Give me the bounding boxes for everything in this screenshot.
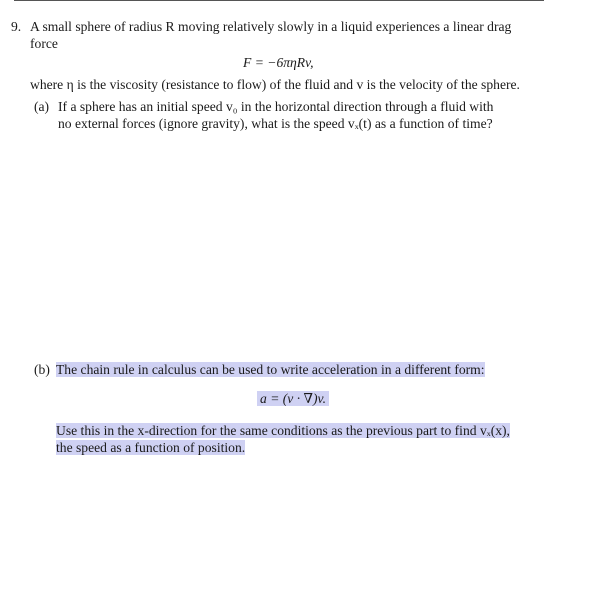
part-b-equation bbox=[257, 391, 329, 407]
problem-intro-line-1: A small sphere of radius R moving relatively slowly in a liquid experiences a linear drag bbox=[30, 19, 512, 34]
top-rule bbox=[14, 0, 544, 1]
part-b-line-2 bbox=[56, 423, 510, 439]
part-b-line-2-text: Use this in the x-direction for the same conditions as the previous part to find vₓ(x), bbox=[56, 423, 510, 438]
part-b-line-1 bbox=[56, 362, 485, 378]
chain-rule-equation: a = (v · ∇)v. bbox=[257, 391, 329, 406]
part-a-line-1: If a sphere has an initial speed v₀ in the horizontal direction through a fluid with bbox=[58, 99, 494, 114]
part-b-label: (b) bbox=[34, 362, 50, 377]
part-a-line-2: no external forces (ignore gravity), what is the speed vₓ(t) as a function of time? bbox=[58, 116, 493, 131]
where-line: where η is the viscosity (resistance to flow) of the fluid and v is the velocity of the sphere. bbox=[30, 77, 520, 92]
problem-intro-line-2: force bbox=[30, 36, 58, 51]
drag-equation: F = −6πηRv, bbox=[243, 55, 314, 70]
part-a-label: (a) bbox=[34, 99, 50, 114]
part-b-line-1-text: The chain rule in calculus can be used to write acceleration in a different form: bbox=[56, 362, 485, 377]
part-b-line-3 bbox=[56, 440, 245, 456]
problem-number: 9. bbox=[11, 19, 22, 34]
part-b-line-3-text: the speed as a function of position. bbox=[56, 440, 246, 455]
